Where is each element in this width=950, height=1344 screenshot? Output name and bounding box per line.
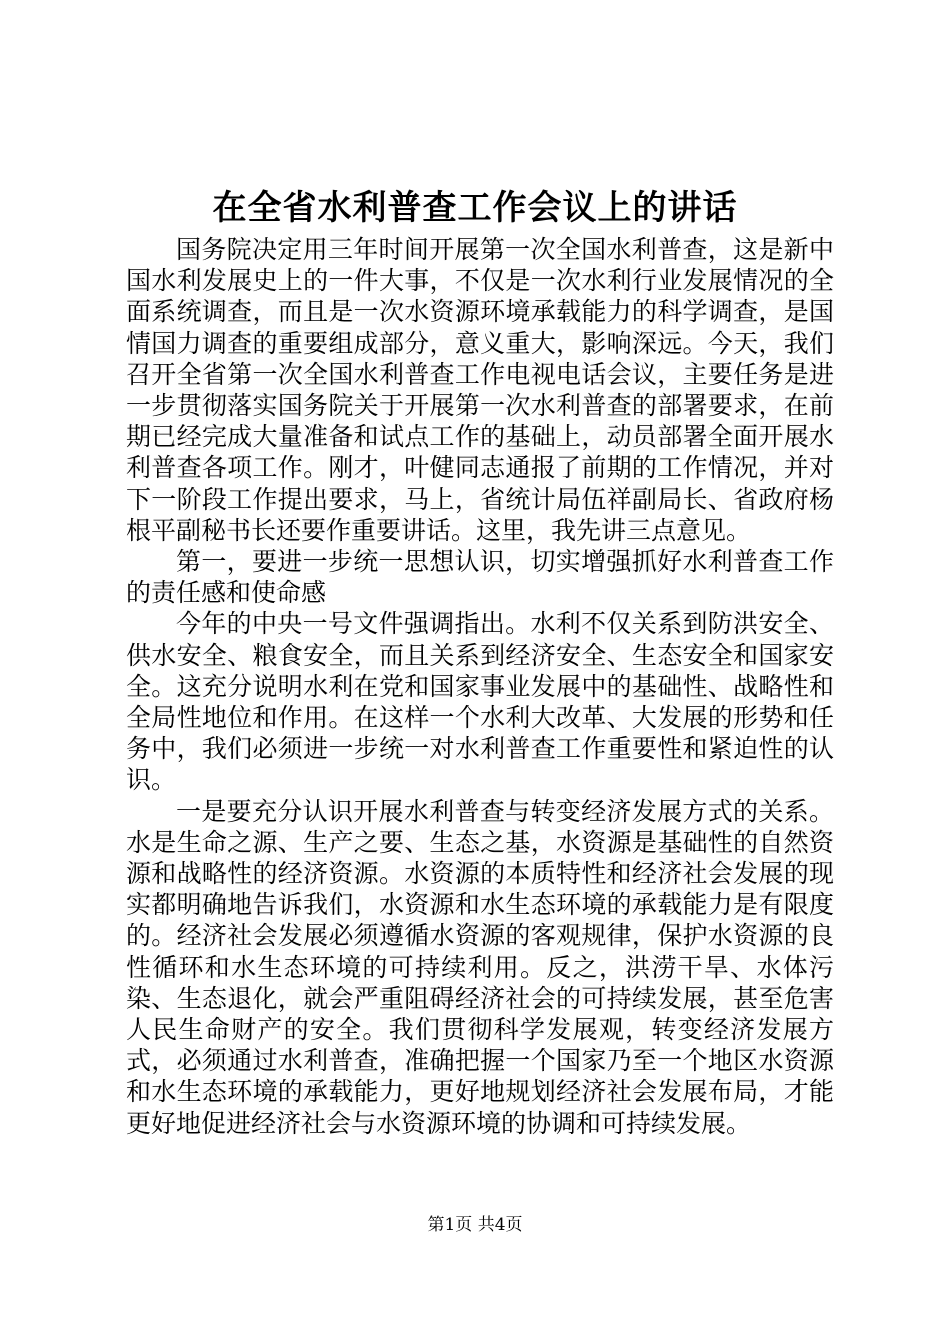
section-heading-first: 第一，要进一步统一思想认识，切实增强抓好水利普查工作的责任感和使命感: [126, 547, 834, 608]
intro-paragraph: 国务院决定用三年时间开展第一次全国水利普查，这是新中国水利发展史上的一件大事，不仅是一次水利行业发展情况的全面系统调查，而且是一次水资源环境承载能力的科学调查，是国情国力调查的重要组成部分，意义重大，影响深远。今天，我们召开全省第一次全国水利普查工作电视电话会议，主要任务是进一步贯彻落实国务院关于开展第一次水利普查的部署要求，在前期已经完成大量准备和试点工作的基础上，动员部署全面开展水利普查各项工作。刚才，叶健同志通报了前期的工作情况，并对下一阶段工作提出要求，马上，省统计局伍祥副局长、省政府杨根平副秘书长还要作重要讲话。这里，我先讲三点意见。: [126, 235, 834, 545]
document-title: 在全省水利普查工作会议上的讲话: [212, 188, 738, 228]
point-one-paragraph: 一是要充分认识开展水利普查与转变经济发展方式的关系。水是生命之源、生产之要、生态之基，水资源是基础性的自然资源和战略性的经济资源。水资源的本质特性和经济社会发展的现实都明确地告诉我们，水资源和水生态环境的承载能力是有限度的。经济社会发展必须遵循水资源的客观规律，保护水资源的良性循环和水生态环境的可持续利用。反之，洪涝干旱、水体污染、生态退化，就会严重阻碍经济社会的可持续发展，甚至危害人民生命财产的安全。我们贯彻科学发展观，转变经济发展方式，必须通过水利普查，准确把握一个国家乃至一个地区水资源和水生态环境的承载能力，更好地规划经济社会发展布局，才能更好地促进经济社会与水资源环境的协调和可持续发展。: [126, 796, 834, 1138]
central-document-paragraph: 今年的中央一号文件强调指出。水利不仅关系到防洪安全、供水安全、粮食安全，而且关系到经济安全、生态安全和国家安全。这充分说明水利在党和国家事业发展中的基础性、战略性和全局性地位和作用。在这样一个水利大改革、大发展的形势和任务中，我们必须进一步统一对水利普查工作重要性和紧迫性的认识。: [126, 609, 834, 795]
document-body: [126, 234, 834, 1139]
page-footer: 第1页 共4页: [427, 1215, 523, 1235]
